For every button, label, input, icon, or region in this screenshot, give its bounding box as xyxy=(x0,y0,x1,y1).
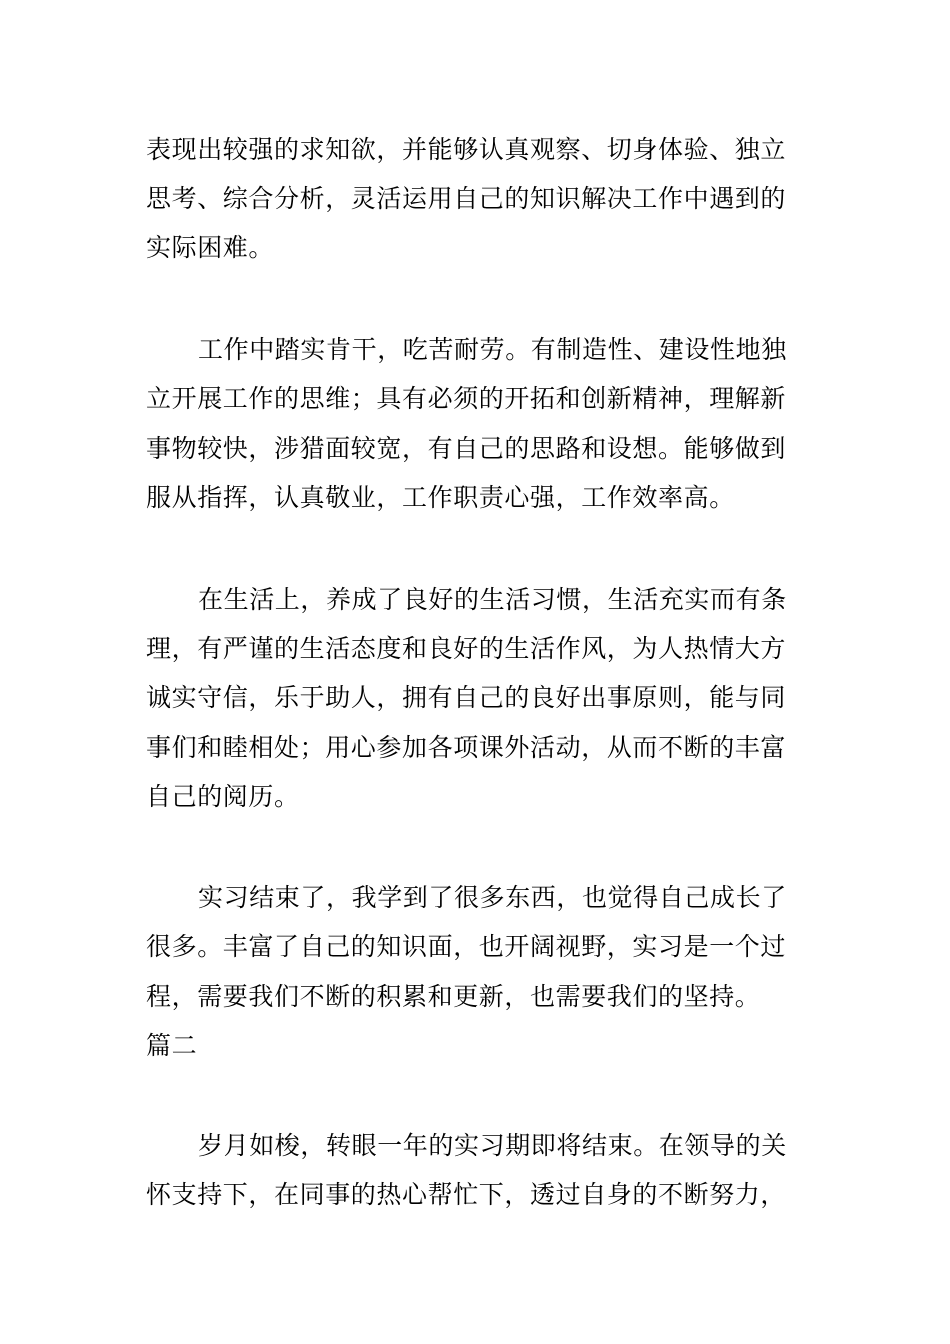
paragraph-1-line-2: 思考、综合分析，灵活运用自己的知识解决工作中遇到的 xyxy=(146,184,787,213)
paragraph-3-line-2: 理，有严谨的生活态度和良好的生活作风，为人热情大方 xyxy=(146,634,787,663)
document-page xyxy=(146,0,806,1344)
section-heading: 篇二 xyxy=(146,1031,198,1060)
paragraph-3-line-5: 自己的阅历。 xyxy=(146,782,300,811)
paragraph-1-line-3: 实际困难。 xyxy=(146,233,275,262)
paragraph-3-line-4: 事们和睦相处；用心参加各项课外活动，从而不断的丰富 xyxy=(146,733,787,762)
paragraph-5-line-1: 岁月如梭，转眼一年的实习期即将结束。在领导的关 xyxy=(198,1131,787,1160)
paragraph-2-line-1: 工作中踏实肯干，吃苦耐劳。有制造性、建设性地独 xyxy=(198,335,787,364)
paragraph-2-line-4: 服从指挥，认真敬业，工作职责心强，工作效率高。 xyxy=(146,483,735,512)
paragraph-3-line-3: 诚实守信，乐于助人，拥有自己的良好出事原则，能与同 xyxy=(146,683,787,712)
paragraph-4-line-3: 程，需要我们不断的积累和更新，也需要我们的坚持。 xyxy=(146,982,761,1011)
paragraph-2-line-2: 立开展工作的思维；具有必须的开拓和创新精神，理解新 xyxy=(146,384,787,413)
paragraph-3-line-1: 在生活上，养成了良好的生活习惯，生活充实而有条 xyxy=(198,585,787,614)
paragraph-5-line-2: 怀支持下，在同事的热心帮忙下，透过自身的不断努力， xyxy=(146,1180,787,1209)
paragraph-4-line-2: 很多。丰富了自己的知识面，也开阔视野，实习是一个过 xyxy=(146,932,787,961)
paragraph-1-line-1: 表现出较强的求知欲，并能够认真观察、切身体验、独立 xyxy=(146,135,787,164)
paragraph-4-line-1: 实习结束了，我学到了很多东西，也觉得自己成长了 xyxy=(198,883,787,912)
paragraph-2-line-3: 事物较快，涉猎面较宽，有自己的思路和设想。能够做到 xyxy=(146,434,787,463)
